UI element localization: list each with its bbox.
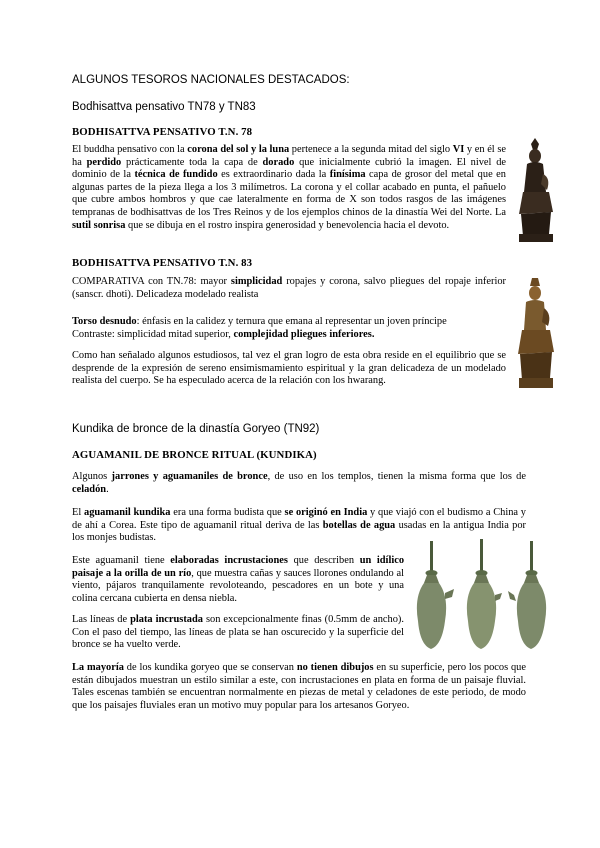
heading-kundika: AGUAMANIL DE BRONCE RITUAL (KUNDIKA): [72, 449, 317, 461]
paragraph-kundika-plata: Las líneas de plata incrustada son excepcionalmente finas (0.5mm de ancho). Con el paso del tiempo, las líneas de plata se han oscurecido y la superficie del bronce se ha vuelto verde.: [72, 614, 404, 651]
heading-tn78: BODHISATTVA PENSATIVO T.N. 78: [72, 126, 253, 138]
subtitle-kundika: Kundika de bronce de la dinastía Goryeo (TN92): [72, 423, 320, 435]
bodhisattva-tn78-image: [513, 134, 558, 246]
bodhisattva-tn83-image: [513, 274, 558, 392]
paragraph-tn83-torso: Torso desnudo: énfasis en la calidez y ternura que emana al representar un joven príncipe Contraste: simplicidad mitad superior, complejidad pliegues inferiores.: [72, 316, 447, 340]
paragraph-kundika-origen: El aguamanil kundika era una forma budista que se originó en India y que viajó con el budismo a China y de ahí a Corea. Este tipo de aguamanil ritual deriva de las botellas de agua usadas en la antigua India por los monjes budistas.: [72, 507, 526, 544]
page-title: ALGUNOS TESOROS NACIONALES DESTACADOS:: [72, 74, 350, 86]
paragraph-tn83-estudiosos: Como han señalado algunos estudiosos, tal vez el gran logro de esta obra reside en el equilibrio que se desprende de la expresión de sereno ensimismamiento espiritual y la gran delicadeza de un modelado realista del cuerpo. Se ha especulado acerca de la relación con los hwarang.: [72, 350, 506, 387]
paragraph-kundika-intro: Algunos jarrones y aguamaniles de bronce, de uso en los templos, tienen la misma forma que los de celadón.: [72, 471, 526, 495]
kundika-image: [410, 537, 556, 655]
paragraph-tn83-comparativa: COMPARATIVA con TN.78: mayor simplicidad ropajes y corona, salvo pliegues del ropaje inferior (sanscr. dhoti). Delicadeza modelado realista: [72, 276, 506, 300]
paragraph-tn78: El buddha pensativo con la corona del sol y la luna pertenece a la segunda mitad del siglo VI y en él se ha perdido prácticamente toda la capa de dorado que inicialmente cubrió la imagen. El nivel de dominio de la técnica de fundido es extraordinario dada la finísima capa de grosor del metal que en algunas partes de la pieza llega a los 3 milímetros. La corona y el collar acabado en punta, el pañuelo que cubre ambos hombros y que cae lateralmente en forma de X son todos rasgos de las imágenes tempranas de bodhisattvas de los Tres Reinos y de los ejemplos chinos de la dinastía Wei del Norte. La sutil sonrisa que se dibuja en el rostro inspira generosidad y benevolencia hacia el devoto.: [72, 144, 507, 231]
paragraph-kundika-mayoria: La mayoría de los kundika goryeo que se conservan no tienen dibujos en su superficie, pero los pocos que están dibujados muestran un estilo similar a este, con incrustaciones en plata en forma de un paisaje fluvial. Tales escenas también se encuentran normalmente en piezas de metal y celadones de este periodo, de modo que los paisajes fluviales eran un motivo muy popular para los artesanos Goryeo.: [72, 662, 526, 711]
paragraph-kundika-incrustaciones: Este aguamanil tiene elaboradas incrustaciones que describen un idílico paisaje a la orilla de un río, que muestra cañas y sauces llorones ondulando al viento, pájaros tranquilamente revoloteando, pescadores en un bote y una colina cercana cubierta en densa niebla.: [72, 555, 405, 604]
heading-tn83: BODHISATTVA PENSATIVO T.N. 83: [72, 257, 253, 269]
subtitle-bodhisattva: Bodhisattva pensativo TN78 y TN83: [72, 101, 256, 113]
